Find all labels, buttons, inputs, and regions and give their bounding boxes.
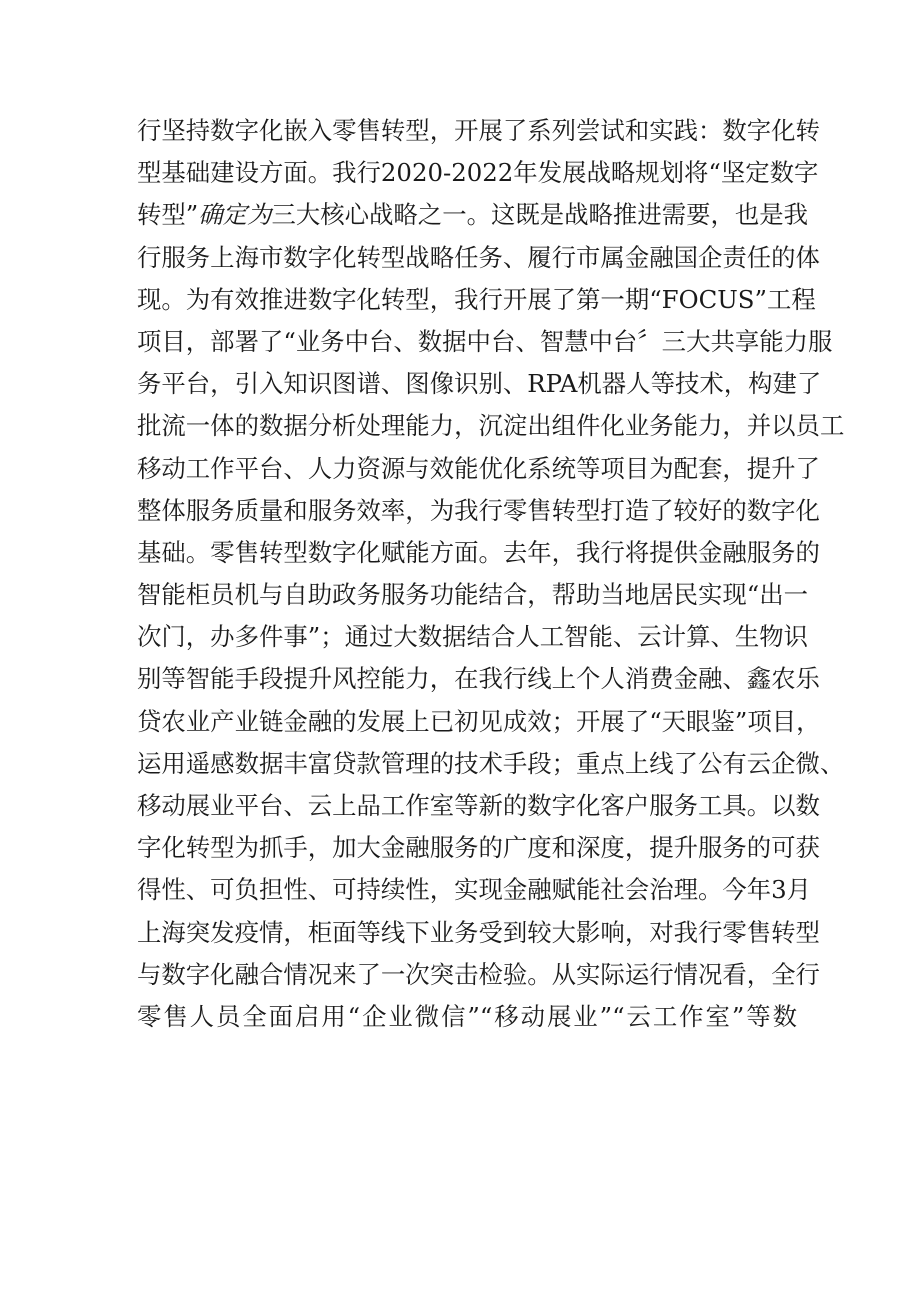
- text-line-13: 次门，办多件事”；通过大数据结合人工智能、云计算、生物识: [137, 622, 809, 652]
- text-line-11: 基础。零售转型数字化赋能方面。去年，我行将提供金融服务的: [137, 537, 820, 567]
- text-line-12: 智能柜员机与自助政务服务功能结合，帮助当地居民实现“出一: [137, 580, 809, 610]
- text-line-18: 字化转型为抓手，加大金融服务的广度和深度，提升服务的可获: [137, 833, 820, 863]
- text-line-8: 批流一体的数据分析处理能力，沉淀出组件化业务能力，并以员工: [137, 411, 845, 441]
- text-line-10: 整体服务质量和服务效率，为我行零售转型打造了较好的数字化: [137, 495, 820, 525]
- text-line-3: [137, 194, 809, 236]
- text-line-7: 务平台，引入知识图谱、图像识别、RPA机器人等技术，构建了: [137, 369, 822, 399]
- text-line-17: 移动展业平台、云上品工作室等新的数字化客户服务工具。以数: [137, 791, 820, 820]
- text-line-22: 零售人员全面启用“企业微信”“移动展业”“云工作室”等数: [137, 1001, 797, 1031]
- text-line-1: 行坚持数字化嵌入零售转型，开展了系列尝试和实践：数字化转: [137, 116, 820, 145]
- text-line-6: 项目，部署了“业务中台、数据中台、智慧中台〞三大共享能力服: [137, 326, 833, 356]
- text-line-5: 现。为有效推进数字化转型，我行开展了第一期“FOCUS”工程: [137, 284, 816, 314]
- text-line-3-start: 转型”: [137, 200, 199, 230]
- text-line-2: 型基础建设方面。我行2020-2022年发展战略规划将“坚定数字: [137, 158, 819, 188]
- text-line-19: 得性、可负担性、可持续性，实现金融赋能社会治理。今年3月: [137, 875, 812, 905]
- text-line-3-end: 三大核心战略之一。这既是战略推进需要，也是我: [271, 200, 809, 230]
- body-paragraph: [137, 110, 845, 1038]
- text-line-14: 别等智能手段提升风控能力，在我行线上个人消费金融、鑫农乐: [137, 664, 820, 694]
- text-line-4: 行服务上海市数字化转型战略任务、履行市属金融国企责任的体: [137, 242, 820, 272]
- text-line-15: 贷农业产业链金融的发展上已初见成效；开展了“天眼鉴”项目，: [137, 706, 821, 736]
- text-line-9: 移动工作平台、人力资源与效能优化系统等项目为配套，提升了: [137, 453, 820, 483]
- text-line-3-italic: 确定为: [198, 200, 272, 230]
- text-line-16: 运用遥感数据丰富贷款管理的技术手段；重点上线了公有云企微、: [137, 748, 845, 778]
- text-line-20: 上海突发疫情，柜面等线下业务受到较大影响，对我行零售转型: [137, 917, 820, 947]
- text-line-21: 与数字化融合情况来了一次突击检验。从实际运行情况看，全行: [137, 959, 820, 989]
